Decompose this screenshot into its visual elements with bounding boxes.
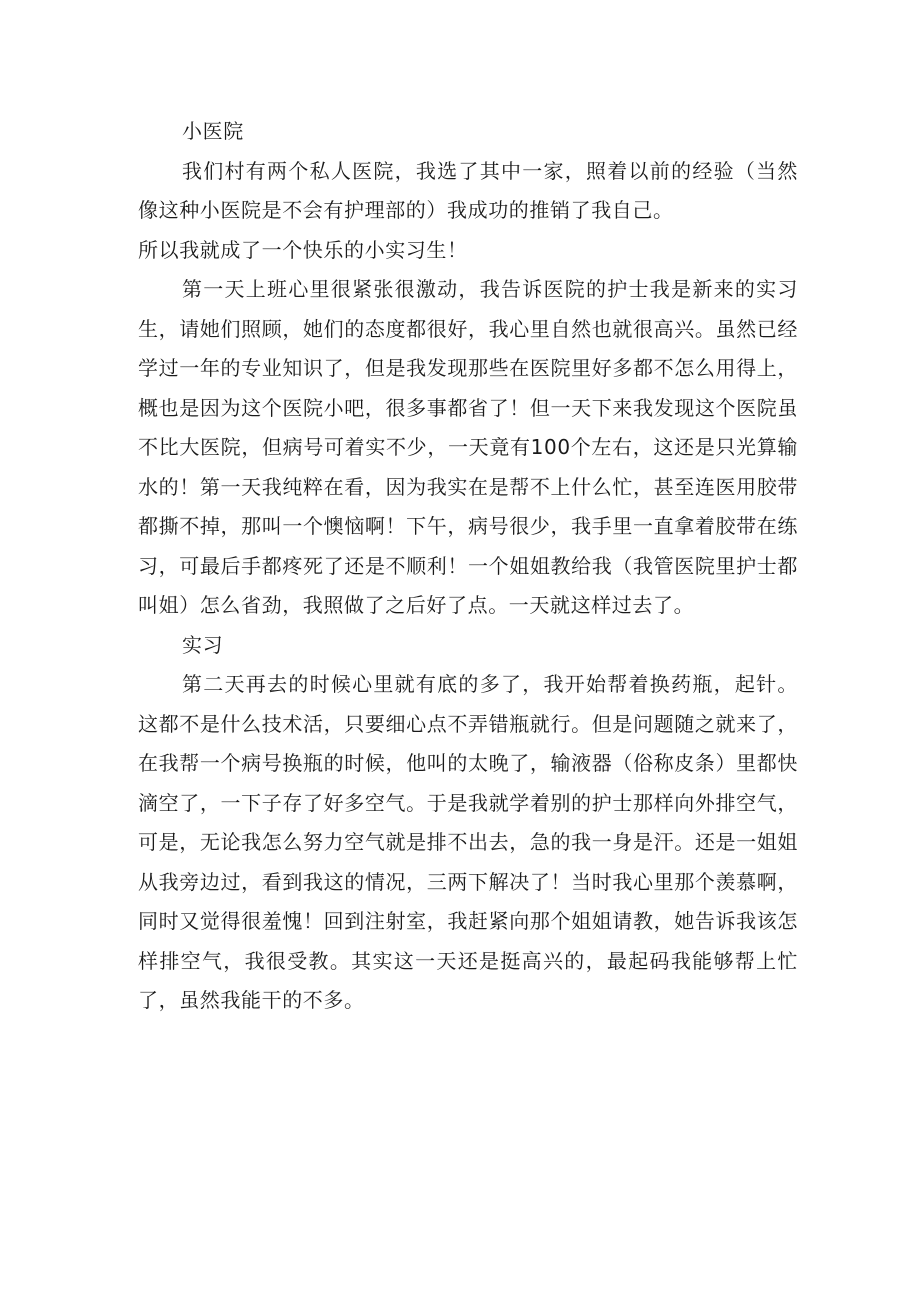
- paragraph-first-day: 第一天上班心里很紧张很激动，我告诉医院的护士我是新来的实习生，请她们照顾，她们的态度都很好，我心里自然也就很高兴。虽然已经学过一年的专业知识了，但是我发现那些在医院里好多都不怎么用得上，概也是因为这个医院小吧，很多事都省了！但一天下来我发现这个医院虽不比大医院，但病号可着实不少，一天竟有100个左右，这还是只光算输水的！第一天我纯粹在看，因为我实在是帮不上什么忙，甚至连医用胶带都撕不掉，那叫一个懊恼啊！下午，病号很少，我手里一直拿着胶带在练习，可最后手都疼死了还是不顺利！一个姐姐教给我（我管医院里护士都叫姐）怎么省劲，我照做了之后好了点。一天就这样过去了。: [138, 277, 798, 617]
- paragraph-choosing-hospital: 我们村有两个私人医院，我选了其中一家，照着以前的经验（当然像这种小医院是不会有护理部的）我成功的推销了我自己。: [138, 158, 798, 222]
- section-heading-small-hospital: 小医院: [182, 119, 244, 143]
- paragraph-second-day: 第二天再去的时候心里就有底的多了，我开始帮着换药瓶，起针。这都不是什么技术活，只要细心点不弄错瓶就行。但是问题随之就来了，在我帮一个病号换瓶的时候，他叫的太晚了，输液器（俗称皮条）里都快滴空了，一下子存了好多空气。于是我就学着别的护士那样向外排空气，可是，无论我怎么努力空气就是排不出去，急的我一身是汗。还是一姐姐从我旁边过，看到我这的情况，三两下解决了！当时我心里那个羡慕啊，同时又觉得很羞愧！回到注射室，我赶紧向那个姐姐请教，她告诉我该怎样排空气，我很受教。其实这一天还是挺高兴的，最起码我能够帮上忙了，虽然我能干的不多。: [138, 672, 798, 1012]
- paragraph-became-intern: 所以我就成了一个快乐的小实习生！: [138, 237, 468, 262]
- document-body: [138, 112, 798, 1021]
- section-heading-internship: 实习: [182, 632, 224, 657]
